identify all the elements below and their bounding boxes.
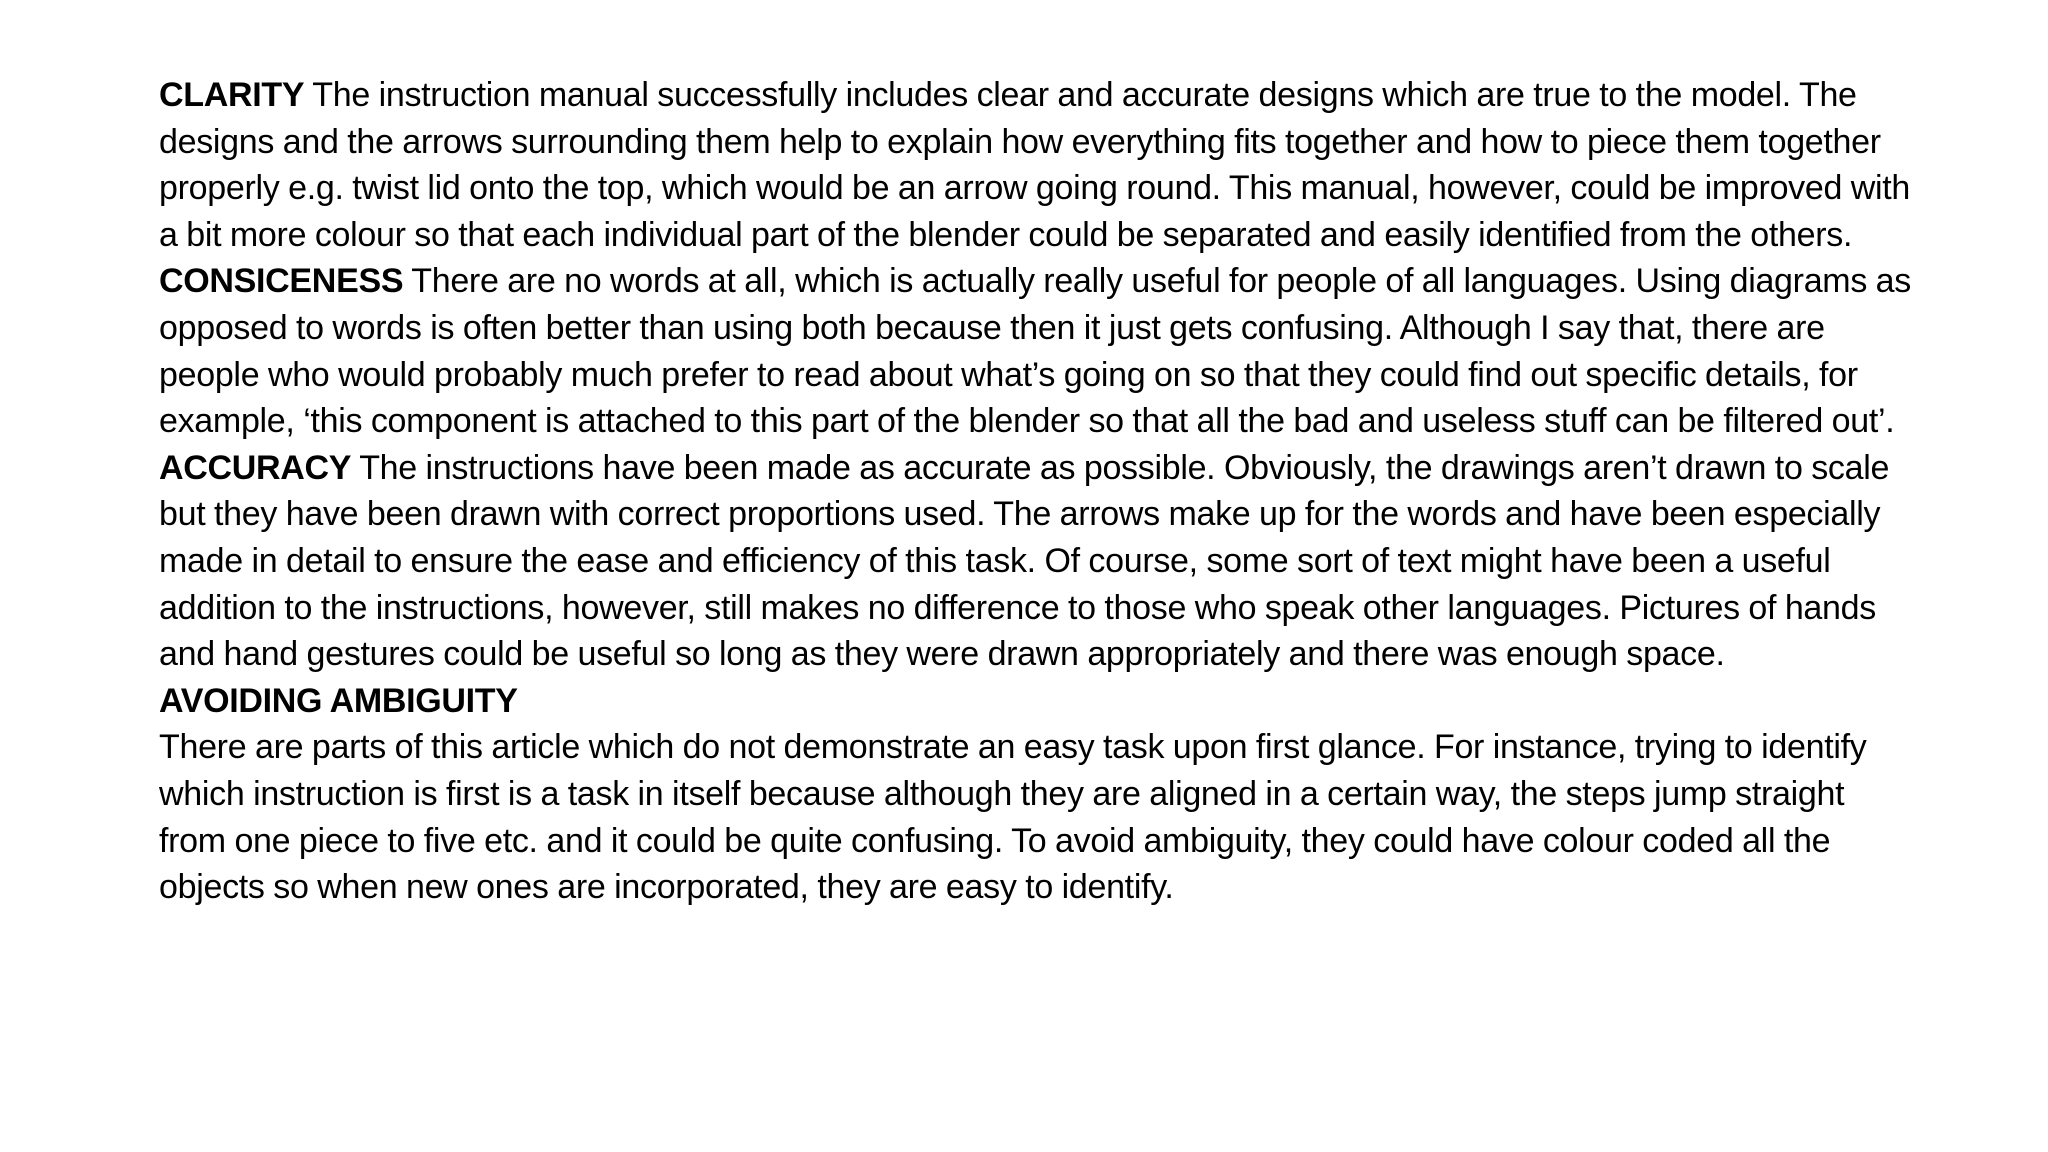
avoiding-ambiguity-text: There are parts of this article which do not demonstrate an easy task upon first glance. For instance, trying to identify which instruction is first is a task in itself because although they are aligned in a certain way, the steps jump straight from one piece to five etc. and it could be quite confusing. To avoid ambiguity, they could have colour coded all the objects so when new ones are incorporated, they are easy to identify. — [159, 728, 1867, 907]
accuracy-heading: ACCURACY — [159, 448, 352, 487]
clarity-text: The instruction manual successfully includes clear and accurate designs which are true to the model. The designs and the arrows surrounding them help to explain how everything fits together and how to piece them together properly e.g. twist lid onto the top, which would be an arrow going round. This manual, however, could be improved with a bit more colour so that each individual part of the blender could be separated and easily identified from the others. — [159, 76, 1911, 254]
conciseness-text: There are no words at all, which is actually really useful for people of all languages. Using diagrams as opposed to words is often better than using both because then it just gets confusing. Although I say that, there are people who would probably much prefer to read about what’s going on so that they could find out specific details, for example, ‘this component is attached to this part of the blender so that all the bad and useless stuff can be filtered out’. — [159, 262, 1911, 441]
avoiding-ambiguity-heading: AVOIDING AMBIGUITY — [159, 681, 518, 720]
conciseness-paragraph — [159, 258, 1919, 444]
conciseness-heading: CONSICENESS — [159, 262, 404, 301]
accuracy-paragraph — [159, 445, 1919, 678]
text-body — [159, 72, 1919, 911]
clarity-paragraph — [159, 72, 1919, 258]
clarity-heading: CLARITY — [159, 76, 305, 114]
accuracy-text: The instructions have been made as accurate as possible. Obviously, the drawings aren’t drawn to scale but they have been drawn with correct proportions used. The arrows make up for the words and have been especially made in detail to ensure the ease and efficiency of this task. Of course, some sort of text might have been a useful addition to the instructions, however, still makes no difference to those who speak other languages. Pictures of hands and hand gestures could be useful so long as they were drawn appropriately and there was enough space. — [159, 448, 1890, 674]
